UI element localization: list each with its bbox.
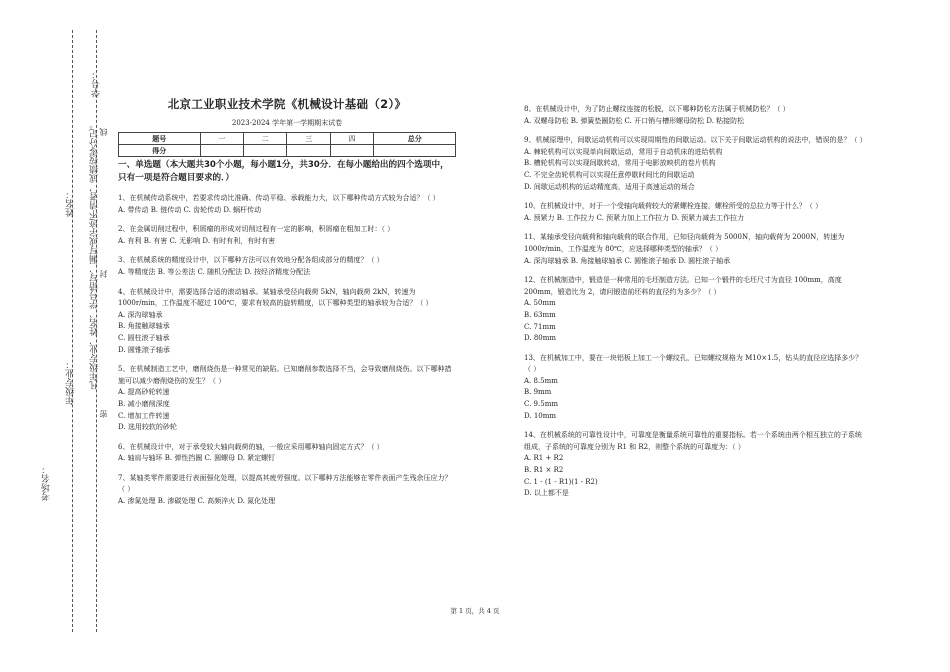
question-option: A. R1 + R2 bbox=[524, 454, 564, 463]
question-item bbox=[118, 473, 456, 508]
question-item bbox=[524, 353, 864, 423]
question-stem: 6、在机械设计中，对于承受较大轴向载荷的轴，一般应采用哪种轴向固定方式？（ ） bbox=[118, 442, 384, 451]
seal-char-mi: 密 bbox=[99, 410, 108, 418]
question-item bbox=[524, 201, 864, 224]
question-option: B. 角接触球轴承 bbox=[118, 322, 170, 331]
question-stem: 14、在机械系统的可靠性设计中，可靠度是衡量系统可靠性的重要指标。若一个系统由两个相互独立的子系统组成，子系统的可靠度分别为 R1 和 R2，则整个系统的可靠度为：（ ） bbox=[524, 431, 862, 451]
question-item bbox=[524, 135, 867, 193]
question-option: B. 减小磨削深度 bbox=[118, 399, 170, 408]
score-header-cell: 总分 bbox=[374, 133, 456, 145]
question-stem: 4、在机械设计中，需要选择合适的滚动轴承。某轴承受径向载荷 5kN，轴向载荷 2kN，转速为 1000r/min，工作温度不超过 100℃，要求有较高的旋转精度，以下哪种类型的轴承较为合适？（ ） bbox=[118, 287, 433, 308]
question-item bbox=[118, 364, 456, 434]
exam-subtitle: 2023-2024 学年第一学期期末试卷 bbox=[231, 119, 343, 127]
score-header-cell: 一 bbox=[200, 133, 243, 145]
question-option: D. 10mm bbox=[524, 411, 556, 420]
question-options: A. 有利 B. 有害 C. 无影响 D. 有时有利，有时有害 bbox=[118, 236, 276, 245]
question-item bbox=[524, 104, 864, 127]
question-stem: 8、在机械设计中，为了防止螺纹连接的松脱，以下哪种防松方法属于机械防松？（ ） bbox=[524, 105, 790, 113]
question-option: A. 棘轮机构可以实现单向间歇运动，常用于自动机床的进给机构 bbox=[524, 147, 723, 156]
score-table-header-row bbox=[119, 133, 456, 145]
question-option: A. 50mm bbox=[524, 299, 556, 308]
question-item bbox=[524, 275, 864, 345]
page-footer: 第 1 页，共 4 页 bbox=[450, 607, 500, 615]
score-cell[interactable] bbox=[374, 145, 456, 157]
question-stem: 13、在机械加工中，要在一块铝板上加工一个螺纹孔，已知螺纹规格为 M10×1.5，钻头的直径应选择多少？（ ） bbox=[524, 353, 863, 374]
score-header-cell: 题号 bbox=[119, 133, 201, 145]
seal-char-xian: 线 bbox=[99, 128, 108, 136]
question-stem: 9、机械原理中，间歇运动机构可以实现周期性的间歇运动。以下关于间歇运动机构的说法中，错误的是？（ ） bbox=[524, 136, 867, 145]
question-item bbox=[118, 224, 456, 247]
question-stem: 12、在机械制造中，锻造是一种常用的毛坯制造方法。已知一个锻件的毛坯尺寸为直径 100mm，高度 200mm，锻造比为 2，请问锻造前坯料的直径约为多少？（ ） bbox=[524, 276, 842, 296]
question-item bbox=[118, 255, 456, 278]
question-option: D. 圆锥滚子轴承 bbox=[118, 345, 170, 354]
question-options: A. 轴肩与轴环 B. 弹性挡圈 C. 圆螺母 D. 紧定螺钉 bbox=[118, 454, 276, 463]
class-label: 年级专业： bbox=[66, 360, 76, 405]
score-header-cell: 三 bbox=[287, 133, 330, 145]
question-stem: 5、在机械制造工艺中，磨削烧伤是一种常见的缺陷。已知磨削参数选择不当，会导致磨削烧伤。以下哪种措施可以减少磨削烧伤的发生？（ ） bbox=[118, 365, 452, 385]
question-option: C. 71mm bbox=[524, 322, 556, 331]
name-label: 姓名： bbox=[66, 190, 76, 217]
score-header-cell: 二 bbox=[244, 133, 287, 145]
binding-margin bbox=[0, 0, 110, 672]
question-options: A. 渗氮处理 B. 渗碳处理 C. 高频淬火 D. 氮化处理 bbox=[118, 497, 276, 506]
warning-text: 凡年级专业、姓名、学号错写、漏写或字迹不清者，成绩按零分记。 bbox=[90, 120, 100, 390]
question-options: A. 预紧力 B. 工作拉力 C. 预紧力加上工作拉力 D. 预紧力减去工作拉力 bbox=[524, 213, 745, 222]
question-option: B. 槽轮机构可以实现间歇转动，常用于电影放映机的卷片机构 bbox=[524, 159, 716, 168]
question-item bbox=[118, 442, 456, 465]
score-cell[interactable] bbox=[287, 145, 330, 157]
question-item bbox=[524, 430, 864, 500]
right-question-list bbox=[524, 104, 867, 500]
question-option: C. 9.5mm bbox=[524, 400, 558, 409]
question-options: A. 带传动 B. 链传动 C. 齿轮传动 D. 蜗杆传动 bbox=[118, 205, 262, 214]
right-column bbox=[524, 96, 867, 500]
question-stem: 10、在机械设计中，对于一个受轴向载荷较大的紧螺栓连接，螺栓所受的总拉力等于什么？（ ） bbox=[524, 202, 823, 211]
question-stem: 1、在机械传动系统中，若要求传动比准确、传动平稳、承载能力大，以下哪种传动方式较为合适？（ ） bbox=[118, 194, 440, 202]
question-option: C. 不完全齿轮机构可以实现任意停歇时间比的间歇运动 bbox=[524, 170, 695, 179]
question-options: A. 等精度法 B. 等公差法 C. 随机分配法 D. 按经济精度分配法 bbox=[118, 267, 311, 276]
exam-title: 北京工业职业技术学院《机械设计基础（2）》 bbox=[167, 97, 407, 111]
question-options: A. 双螺母防松 B. 弹簧垫圈防松 C. 开口销与槽形螺母防松 D. 粘接防松 bbox=[524, 116, 745, 125]
question-option: D. 80mm bbox=[524, 334, 556, 343]
question-option: A. 深沟球轴承 bbox=[118, 310, 163, 319]
question-stem: 7、某轴类零件需要进行表面强化处理，以提高其疲劳强度。以下哪种方法能够在零件表面产生残余压应力？（ ） bbox=[118, 473, 452, 494]
question-item bbox=[118, 193, 456, 216]
section-heading: 一、单选题（本大题共30个小题，每小题1分，共30分．在每小题给出的四个选项中，只有一项是符合题目要求的．） bbox=[118, 160, 449, 183]
score-table bbox=[118, 132, 456, 157]
question-stem: 11、某轴承受径向载荷和轴向载荷的联合作用，已知径向载荷为 5000N，轴向载荷为 2000N，转速为 1000r/min，工作温度为 80℃，应选择哪种类型的轴承？（ ） bbox=[524, 233, 845, 253]
question-stem: 3、在机械系统的精度设计中，以下哪种方法可以有效地分配各组成部分的精度？（ ） bbox=[118, 256, 384, 265]
seal-dashed-line-inner bbox=[72, 30, 73, 632]
question-option: B. R1 × R2 bbox=[524, 466, 564, 475]
score-row-label: 得分 bbox=[119, 145, 201, 157]
question-option: A. 提高砂轮转速 bbox=[118, 388, 170, 397]
left-question-list bbox=[118, 193, 456, 508]
score-header-cell: 四 bbox=[330, 133, 373, 145]
question-stem: 2、在金属切削过程中，积屑瘤的形成对切削过程有一定的影响，积屑瘤在粗加工时：（ ） bbox=[118, 225, 395, 234]
question-item bbox=[118, 287, 456, 357]
seal-char-feng: 封 bbox=[99, 270, 108, 278]
question-option: D. 间歇运动机构的运动精度高，适用于高速运动的场合 bbox=[524, 182, 695, 191]
question-option: A. 8.5mm bbox=[524, 376, 558, 385]
question-item bbox=[524, 232, 864, 267]
left-column bbox=[118, 96, 456, 508]
student-id-label: 学号： bbox=[92, 70, 102, 97]
question-option: B. 63mm bbox=[524, 310, 556, 319]
score-cell[interactable] bbox=[330, 145, 373, 157]
score-cell[interactable] bbox=[244, 145, 287, 157]
question-option: C. 增加工件转速 bbox=[118, 411, 170, 420]
exam-site-label: 考场名： bbox=[42, 465, 52, 501]
question-option: B. 9mm bbox=[524, 388, 552, 397]
question-option: C. 圆柱滚子轴承 bbox=[118, 333, 170, 342]
question-option: D. 以上都不是 bbox=[524, 489, 569, 498]
question-option: C. 1 - (1 - R1)(1 - R2) bbox=[524, 477, 598, 486]
score-cell[interactable] bbox=[200, 145, 243, 157]
question-option: D. 选用较软的砂轮 bbox=[118, 423, 177, 432]
question-options: A. 深沟球轴承 B. 角接触球轴承 C. 圆锥滚子轴承 D. 圆柱滚子轴承 bbox=[524, 256, 731, 265]
score-table-score-row bbox=[119, 145, 456, 157]
